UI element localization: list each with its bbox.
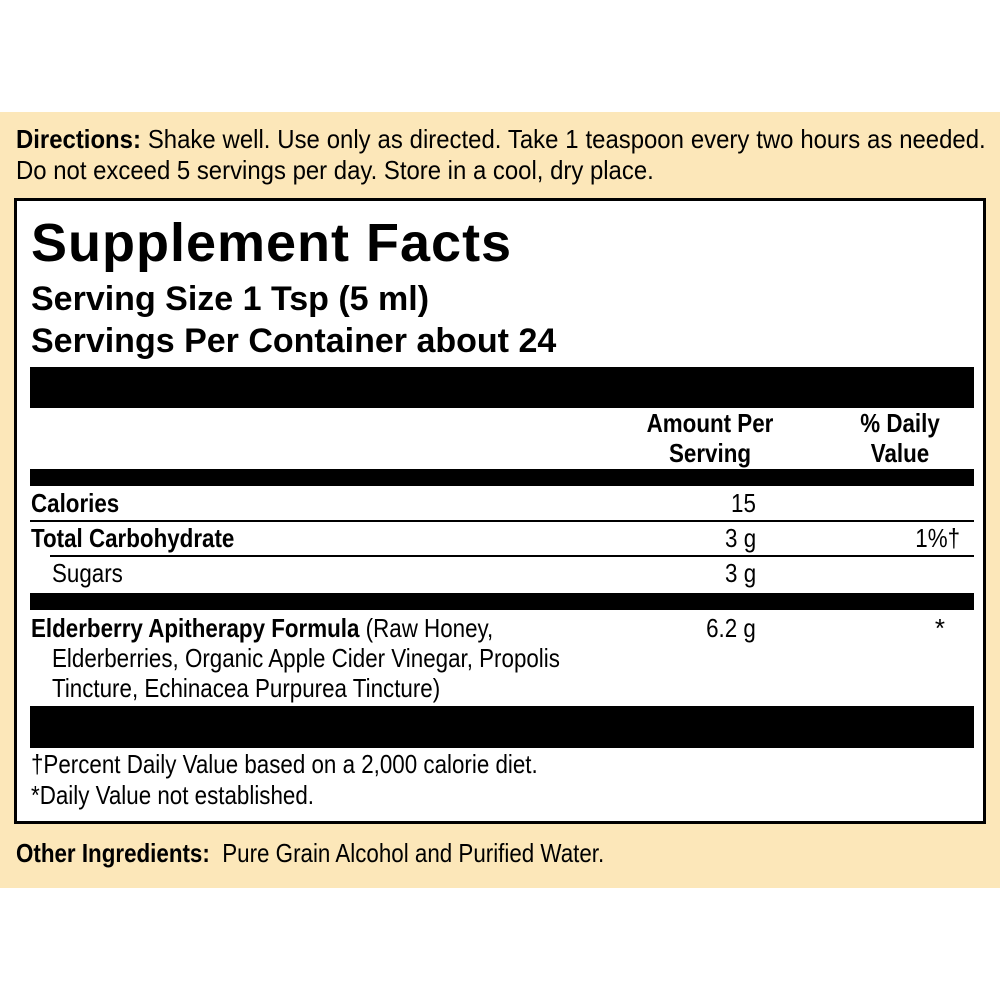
nutrient-dv-total-carbohydrate: 1%† [915, 523, 960, 553]
nutrient-amount-total-carbohydrate: 3 g [724, 523, 756, 553]
header-amount-line1: Amount Per [646, 408, 774, 438]
footnote-not-established: *Daily Value not established. [31, 780, 314, 810]
servings-per-container: Servings Per Container about 24 [31, 322, 557, 360]
formula-name: Elderberry Apitherapy Formula [31, 613, 360, 643]
other-ingredients-text: Pure Grain Alcohol and Purified Water. [209, 838, 605, 868]
nutrient-name-calories: Calories [31, 488, 120, 518]
other-ingredients-label: Other Ingredients: [16, 838, 210, 868]
nutrient-name-sugars: Sugars [52, 558, 123, 588]
formula-dv: * [934, 613, 945, 643]
row-divider-indented [50, 555, 974, 557]
header-amount-line2: Serving [668, 438, 752, 468]
row-divider [30, 520, 974, 522]
nutrient-name-total-carbohydrate: Total Carbohydrate [31, 523, 235, 553]
formula-line1 [31, 613, 493, 643]
thick-divider-top [30, 367, 974, 408]
directions-body: Shake well. Use only as directed. Take 1 teaspoon every two hours as needed. Do not exceed 5 servings per day. Store in a cool, dry place. [16, 124, 986, 185]
supplement-facts-title: Supplement Facts [31, 213, 513, 273]
serving-size: Serving Size 1 Tsp (5 ml) [31, 280, 430, 318]
formula-amount: 6.2 g [706, 613, 756, 643]
directions-text [16, 124, 986, 186]
directions-label: Directions: [16, 124, 141, 154]
header-amount-per-serving [628, 408, 791, 468]
formula-desc-line3: Tincture, Echinacea Purpurea Tincture) [52, 673, 441, 703]
nutrient-amount-sugars: 3 g [724, 558, 756, 588]
formula-desc-line1: (Raw Honey, [359, 613, 494, 643]
header-dv-line2: Value [870, 438, 930, 468]
thick-divider-formula [30, 593, 974, 610]
thick-divider-bottom [30, 706, 974, 748]
footnote-daily-value: †Percent Daily Value based on a 2,000 calorie diet. [31, 749, 538, 779]
header-daily-value [814, 408, 986, 468]
formula-desc-line2: Elderberries, Organic Apple Cider Vinegar, Propolis [52, 643, 560, 673]
other-ingredients [16, 838, 604, 868]
header-dv-line1: % Daily [860, 408, 940, 438]
nutrient-amount-calories: 15 [731, 488, 756, 518]
thick-divider-header [30, 469, 974, 486]
